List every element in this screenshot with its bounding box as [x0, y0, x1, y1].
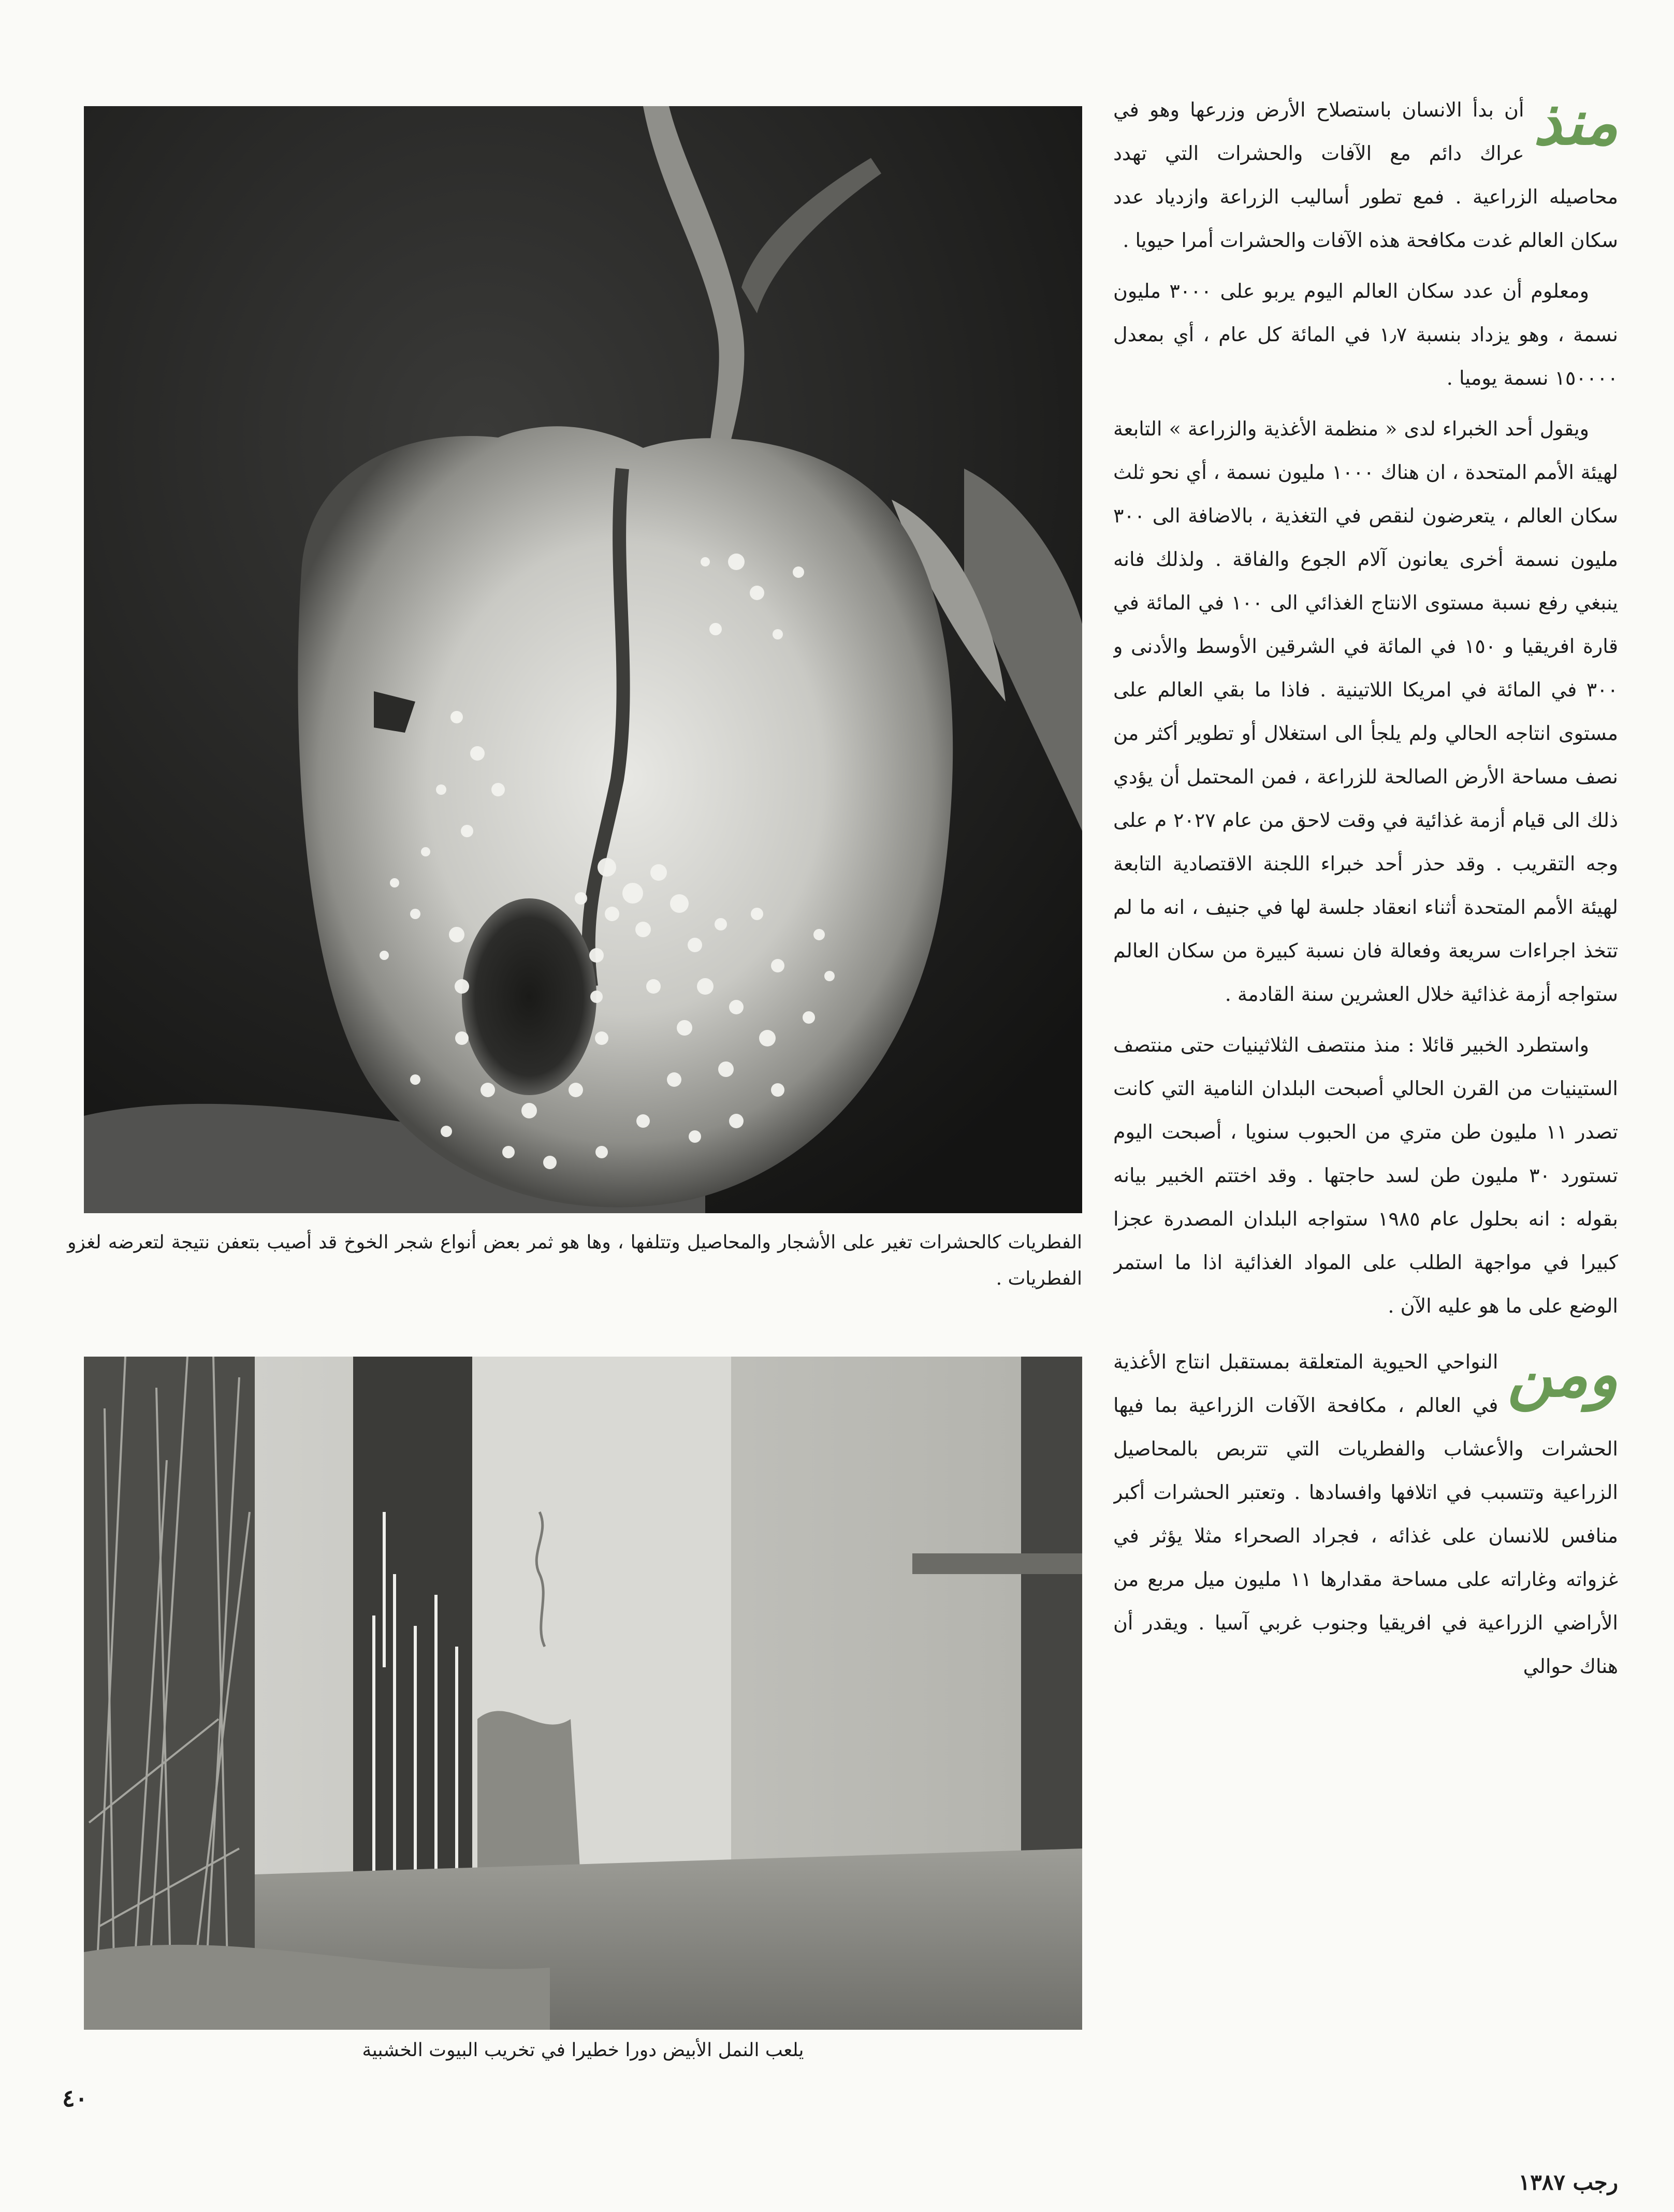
issue-date: رجب ١٣٨٧	[1518, 2170, 1618, 2195]
dropcap-section-1: منذ	[1533, 88, 1618, 159]
photo-termite-damage	[84, 1357, 1082, 2030]
article-paragraph: ويقول أحد الخبراء لدى « منظمة الأغذية والزراعة » التابعة لهيئة الأمم المتحدة ، ان هناك ١٠٠٠ مليون نسمة ، أي نحو ثلث سكان العالم ، يتعرضون لنقص في التغذية ، بالاضافة الى ٣٠٠ مليون نسمة أخرى يعانون آلام الجوع والفاقة . ولذلك فانه ينبغي رفع نسبة مستوى الانتاج الغذائي الى ١٠٠ في المائة في قارة افريقيا و ١٥٠ في المائة في الشرقين الأوسط والأدنى و ٣٠٠ في المائة في امريكا اللاتينية . فاذا ما بقي العالم على مستوى انتاجه الحالي ولم يلجأ الى استغلال أو تطوير أكثر من نصف مساحة الأرض الصالحة للزراعة ، فمن المحتمل أن يؤدي ذلك الى قيام أزمة غذائية في وقت لاحق من عام ٢٠٢٧ م على وجه التقريب . وقد حذر أحد خبراء اللجنة الاقتصادية التابعة لهيئة الأمم المتحدة أثناء انعقاد جلسة لها في جنيف ، انه ما لم تتخذ اجراءات سريعة وفعالة فان نسبة كبيرة من سكان العالم ستواجه أزمة غذائية خلال العشرين سنة القادمة .	[1113, 417, 1618, 1006]
article-paragraph: واستطرد الخبير قائلا : منذ منتصف الثلاثينيات حتى منتصف الستينيات من القرن الحالي أصبحت البلدان النامية التي كانت تصدر ١١ مليون طن متري من الحبوب سنويا ، أصبحت اليوم تستورد ٣٠ مليون طن لسد حاجتها . وقد اختتم الخبير بيانه بقوله : انه بحلول عام ١٩٨٥ ستواجه البلدان المصدرة عجزا كبيرا في مواجهة الطلب على المواد الغذائية اذا ما استمر الوضع على ما هو عليه الآن .	[1113, 1034, 1618, 1317]
article-column	[1113, 88, 1618, 2056]
caption-termite-damage: يلعب النمل الأبيض دورا خطيرا في تخريب البيوت الخشبية	[362, 2040, 804, 2061]
article-paragraph: منذ أن بدأ الانسان باستصلاح الأرض وزرعها وهو في عراك دائم مع الآفات والحشرات التي تهدد محاصيله الزراعية . فمع تطور أساليب الزراعة وازدياد عدد سكان العالم غدت مكافحة هذه الآفات والحشرات أمرا حيويا .	[1113, 88, 1618, 262]
caption-moldy-peach: الفطريات كالحشرات تغير على الأشجار والمحاصيل وتتلفها ، وها هو ثمر بعض أنواع شجر الخوخ قد أصيب بتعفن نتيجة لتعرضه لغزو الفطريات .	[67, 1232, 1082, 1289]
page-number: ٤٠	[62, 2084, 88, 2112]
article-paragraph: ومعلوم أن عدد سكان العالم اليوم يربو على ٣٠٠٠ مليون نسمة ، وهو يزداد بنسبة ١٫٧ في المائة كل عام ، أي بمعدل ١٥٠٠٠٠ نسمة يوميا .	[1113, 280, 1618, 389]
article-paragraph: ومن النواحي الحيوية المتعلقة بمستقبل انتاج الأغذية في العالم ، مكافحة الآفات الزراعية بما فيها الحشرات والأعشاب والفطريات التي تتربص بالمحاصيل الزراعية وتتسبب في اتلافها وافسادها . وتعتبر الحشرات أكبر منافس للانسان على غذائه ، فجراد الصحراء مثلا يؤثر في غزواته وغاراته على مساحة مقدارها ١١ مليون ميل مربع من الأراضي الزراعية في افريقيا وجنوب غربي آسيا . ويقدر أن هناك حوالي	[1113, 1340, 1618, 1688]
dropcap-section-2: ومن	[1507, 1338, 1618, 1411]
photo-moldy-peach	[84, 106, 1082, 1213]
